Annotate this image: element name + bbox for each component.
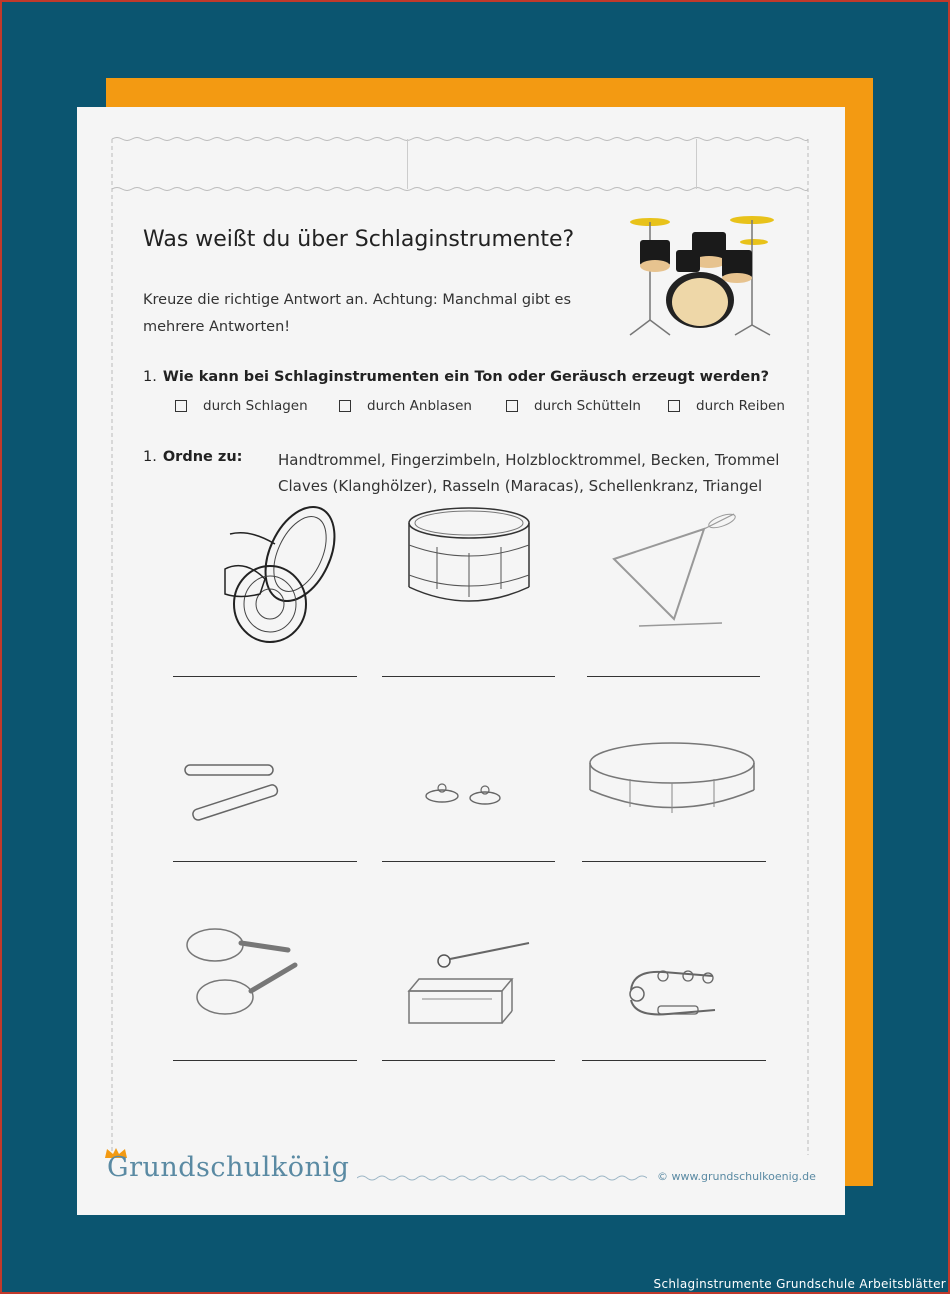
question-number: 1. <box>143 449 157 465</box>
claves-image <box>183 757 283 832</box>
option-schlagen[interactable] <box>175 398 308 414</box>
answer-line[interactable] <box>173 1060 357 1061</box>
copyright-text: © www.grundschulkoenig.de <box>657 1170 816 1183</box>
option-schuetteln[interactable] <box>506 398 641 414</box>
question-text: Ordne zu: <box>162 449 243 465</box>
option-label: durch Schlagen <box>203 398 308 414</box>
answer-line[interactable] <box>587 676 760 677</box>
brand-logo: Grundschulkönig <box>107 1152 350 1183</box>
instruction-line: mehrere Antworten! <box>143 319 291 335</box>
header-cells <box>111 139 811 189</box>
footer-wave-divider <box>357 1174 647 1182</box>
tambourine-image <box>623 962 723 1022</box>
answer-line[interactable] <box>382 676 555 677</box>
finger-cymbals-image <box>420 772 510 807</box>
answer-line[interactable] <box>582 1060 766 1061</box>
image-caption: Schlaginstrumente Grundschule Arbeitsblätter <box>653 1277 946 1291</box>
answer-line[interactable] <box>173 676 357 677</box>
word-list-line: Handtrommel, Fingerzimbeln, Holzblocktrommel, Becken, Trommel <box>278 451 780 469</box>
checkbox[interactable] <box>339 400 351 412</box>
checkbox[interactable] <box>668 400 680 412</box>
question-number: 1. <box>143 369 157 385</box>
word-list <box>278 447 798 499</box>
answer-line[interactable] <box>582 861 766 862</box>
option-label: durch Reiben <box>696 398 785 414</box>
question-text: Wie kann bei Schlaginstrumenten ein Ton oder Geräusch erzeugt werden? <box>162 369 769 385</box>
question-1 <box>143 369 769 385</box>
question-2 <box>143 449 242 465</box>
cymbals-image <box>220 499 340 649</box>
checkbox[interactable] <box>175 400 187 412</box>
answer-line[interactable] <box>173 861 357 862</box>
maracas-image <box>183 925 308 1020</box>
option-label: durch Anblasen <box>367 398 472 414</box>
header-cell <box>408 139 697 189</box>
checkbox[interactable] <box>506 400 518 412</box>
drum-kit-image <box>620 210 780 340</box>
option-reiben[interactable] <box>668 398 785 414</box>
option-anblasen[interactable] <box>339 398 472 414</box>
drum-image <box>407 505 532 610</box>
option-label: durch Schütteln <box>534 398 641 414</box>
worksheet-title: Was weißt du über Schlaginstrumente? <box>143 227 575 252</box>
triangle-image <box>604 509 744 634</box>
wood-block-image <box>407 941 532 1026</box>
worksheet-page <box>77 107 845 1215</box>
answer-line[interactable] <box>382 1060 555 1061</box>
header-cell <box>111 139 408 189</box>
answer-line[interactable] <box>382 861 555 862</box>
word-list-line: Claves (Klanghölzer), Rasseln (Maracas), Schellenkranz, Triangel <box>278 477 763 495</box>
hand-drum-image <box>585 735 760 825</box>
instruction-text <box>143 287 603 341</box>
instruction-line: Kreuze die richtige Antwort an. Achtung: Manchmal gibt es <box>143 292 572 308</box>
